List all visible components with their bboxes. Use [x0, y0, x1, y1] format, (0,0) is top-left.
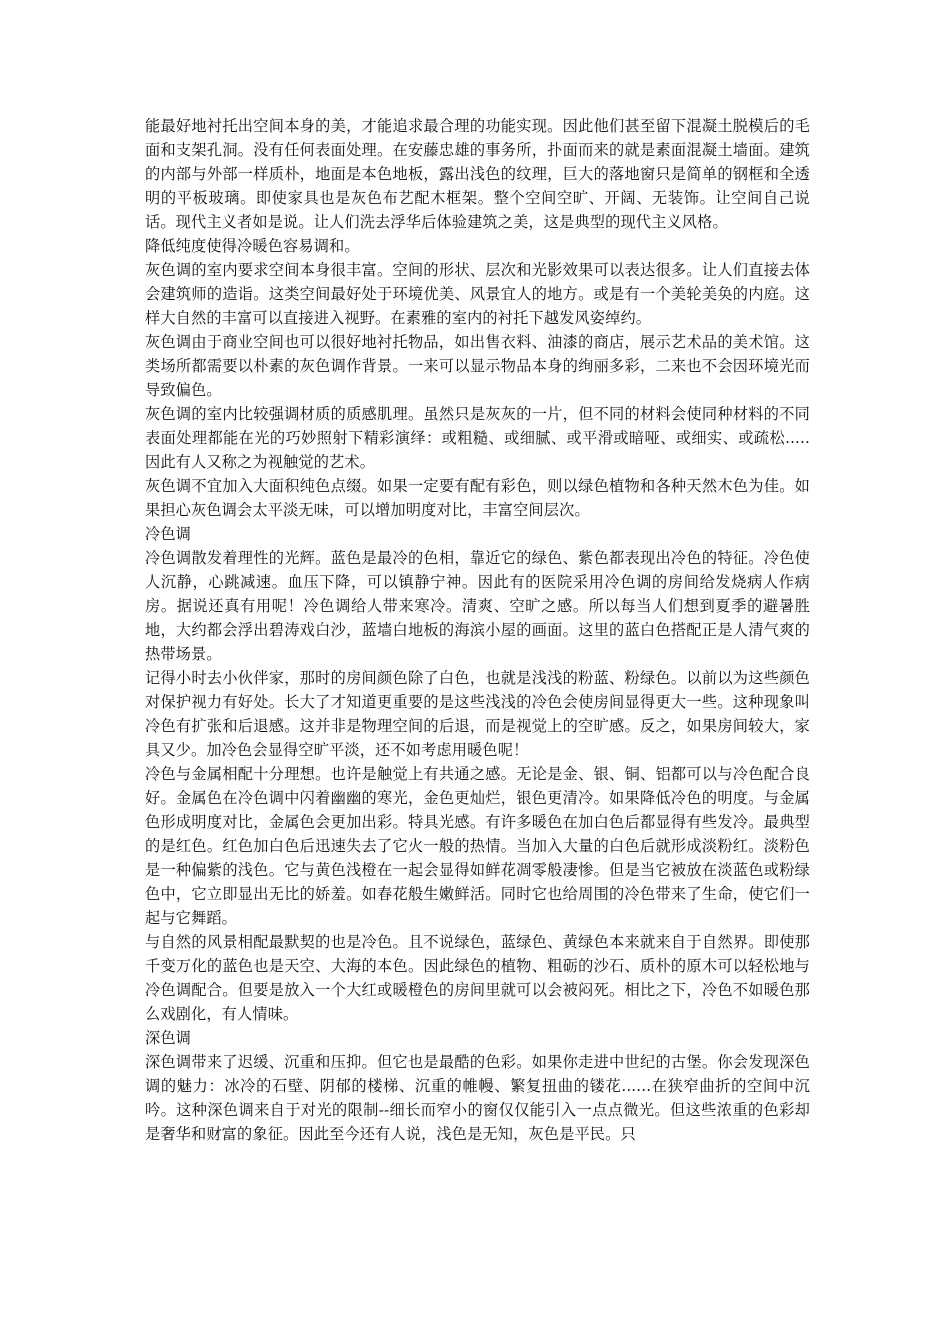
paragraph-concrete-modernism: 能最好地衬托出空间本身的美，才能追求最合理的功能实现。因此他们甚至留下混凝土脱模后的毛面和支架孔洞。没有任何表面处理。在安藤忠雄的事务所，扑面而来的就是素面混凝土墙面。建筑的内部与外部一样质朴，地面是本色地板，露出浅色的纹理，巨大的落地窗只是简单的钢框和全透明的平板玻璃。即使家具也是灰色布艺配木框架。整个空间空旷、开阔、无装饰。让空间自己说话。现代主义者如是说。让人们洗去浮华后体验建筑之美，这是典型的现代主义风格。: [145, 117, 810, 231]
document-page: [145, 114, 810, 1146]
paragraph-grey-commercial: 灰色调由于商业空间也可以很好地衬托物品，如出售衣料、油漆的商店，展示艺术品的美术馆。这类场所都需要以朴素的灰色调作背景。一来可以显示物品本身的绚丽多彩，二来也不会因环境光而导致偏色。: [145, 333, 810, 399]
heading-dark-tones: 深色调: [145, 1029, 192, 1047]
paragraph-grey-interior-space: 灰色调的室内要求空间本身很丰富。空间的形状、层次和光影效果可以表达很多。让人们直接去体会建筑师的造诣。这类空间最好处于环境优美、风景宜人的地方。或是有一个美轮美奂的内庭。这样大自然的丰富可以直接进入视野。在素雅的室内的衬托下越发风姿绰约。: [145, 261, 810, 327]
paragraph-grey-texture: 灰色调的室内比较强调材质的质感肌理。虽然只是灰灰的一片，但不同的材料会使同种材料的不同表面处理都能在光的巧妙照射下精彩演绎：或粗糙、或细腻、或平滑或暗哑、或细实、或疏松.....因此有人又称之为视触觉的艺术。: [145, 405, 810, 471]
paragraph-cool-childhood: 记得小时去小伙伴家，那时的房间颜色除了白色，也就是浅浅的粉蓝、粉绿色。以前以为这些颜色对保护视力有好处。长大了才知道更重要的是这些浅浅的冷色会使房间显得更大一些。这种现象叫冷色有扩张和后退感。这并非是物理空间的后退，而是视觉上的空旷感。反之，如果房间较大，家具又少。加冷色会显得空旷平淡，还不如考虑用暖色呢！: [145, 669, 810, 759]
paragraph-cool-metal: 冷色与金属相配十分理想。也许是触觉上有共通之感。无论是金、银、铜、铝都可以与冷色配合良好。金属色在冷色调中闪着幽幽的寒光，金色更灿烂，银色更清冷。如果降低冷色的明度。与金属色形成明度对比，金属色会更加出彩。特具光感。有许多暖色在加白色后都显得有些发冷。最典型的是红色。红色加白色后迅速失去了它火一般的热情。当加入大量的白色后就形成淡粉红。淡粉色是一种偏紫的浅色。它与黄色浅橙在一起会显得如鲜花凋零般凄惨。但是当它被放在淡蓝色或粉绿色中，它立即显出无比的娇羞。如春花般生嫩鲜活。同时它也给周围的冷色带来了生命，使它们一起与它舞蹈。: [145, 765, 810, 927]
paragraph-dark-castle: 深色调带来了迟缓、沉重和压抑。但它也是最酷的色彩。如果你走进中世纪的古堡。你会发现深色调的魅力：冰冷的石壁、阴郁的楼梯、沉重的帷幔、繁复扭曲的镂花......在狭窄曲折的空间中沉吟。这种深色调来自于对光的限制--细长而窄小的窗仅仅能引入一点点微光。但这些浓重的色彩却是奢华和财富的象征。因此至今还有人说，浅色是无知，灰色是平民。只: [145, 1053, 810, 1143]
paragraph-cool-rational: 冷色调散发着理性的光辉。蓝色是最冷的色相，靠近它的绿色、紫色都表现出冷色的特征。冷色使人沉静，心跳减速。血压下降，可以镇静宁神。因此有的医院采用冷色调的房间给发烧病人作病房。据说还真有用呢！冷色调给人带来寒冷。清爽、空旷之感。所以每当人们想到夏季的避暑胜地，大约都会浮出碧涛戏白沙，蓝墙白地板的海滨小屋的画面。这里的蓝白色搭配正是人清气爽的热带场景。: [145, 549, 810, 663]
paragraph-grey-accent: 灰色调不宜加入大面积纯色点缀。如果一定要有配有彩色，则以绿色植物和各种天然木色为佳。如果担心灰色调会太平淡无味，可以增加明度对比，丰富空间层次。: [145, 477, 810, 519]
paragraph-lower-saturation: 降低纯度使得冷暖色容易调和。: [145, 237, 360, 255]
paragraph-cool-nature: 与自然的风景相配最默契的也是冷色。且不说绿色，蓝绿色、黄绿色本来就来自于自然界。即使那千变万化的蓝色也是天空、大海的本色。因此绿色的植物、粗砺的沙石、质朴的原木可以轻松地与冷色调配合。但要是放入一个大红或暖橙色的房间里就可以会被闷死。相比之下，冷色不如暖色那么戏剧化，有人情味。: [145, 933, 810, 1023]
heading-cool-tones: 冷色调: [145, 525, 192, 543]
